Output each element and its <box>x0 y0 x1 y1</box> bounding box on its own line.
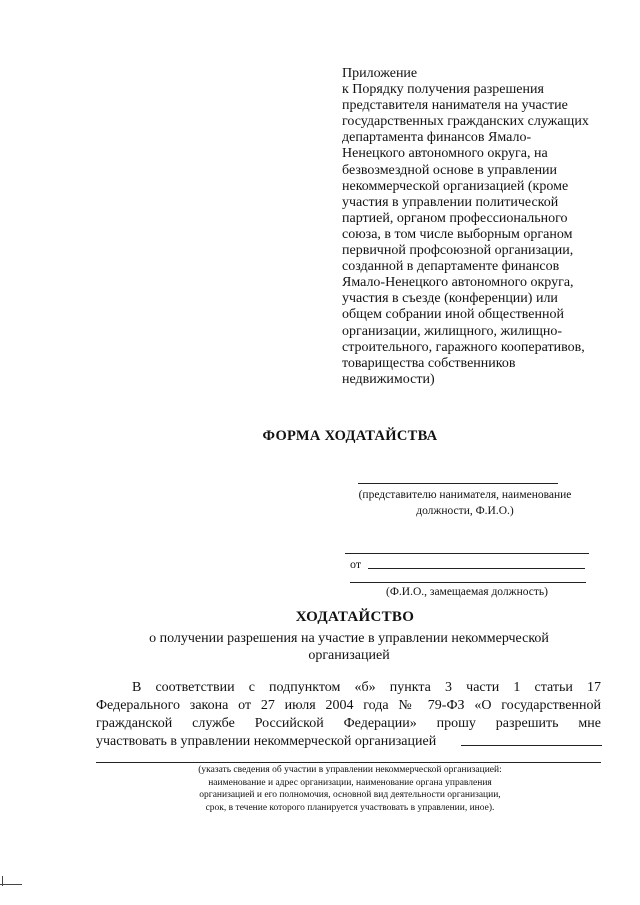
sender-field-line-1[interactable] <box>345 553 589 554</box>
appendix-line: партией, органом профессионального <box>342 210 568 226</box>
recipient-caption-line: (представителю нанимателя, наименование <box>358 489 572 501</box>
details-note-line: организацией и его полномочия, основной вид деятельности организации, <box>199 790 501 801</box>
appendix-line: Приложение <box>342 66 418 81</box>
petition-body-line: гражданской службе Российской Федерации» прошу разрешить мне <box>96 716 601 731</box>
sender-caption: (Ф.И.О., замещаемая должность) <box>386 586 548 598</box>
appendix-line: товарищества собственников <box>342 355 516 371</box>
details-note-line: (указать сведения об участии в управлении некоммерческой организацией: <box>198 765 502 775</box>
appendix-line: безвозмездной основе в управлении <box>342 162 558 178</box>
appendix-line: к Порядку получения разрешения <box>342 82 544 98</box>
recipient-caption-line: должности, Ф.И.О.) <box>416 505 514 517</box>
details-field-line[interactable] <box>96 762 601 763</box>
appendix-line: департамента финансов Ямало- <box>342 130 532 146</box>
appendix-block <box>342 66 612 388</box>
appendix-line: союза, в том числе выборным органом <box>342 226 573 242</box>
petition-body-line: В соответствии с подпунктом «б» пункта 3 части 1 статьи 17 <box>132 680 601 695</box>
petition-body <box>96 679 601 751</box>
recipient-field-line[interactable] <box>358 483 558 484</box>
appendix-line: общем собрании иной общественной <box>342 307 564 323</box>
appendix-line: первичной профсоюзной организации, <box>342 243 574 259</box>
details-note-line: наименование и адрес организации, наименование органа управления <box>208 777 492 788</box>
petition-body-line: Федерального закона от 27 июля 2004 года № 79-ФЗ «О государственной <box>96 698 601 713</box>
appendix-line: Ямало-Ненецкого автономного округа, <box>342 275 574 291</box>
petition-subtitle-line: организацией <box>308 648 390 663</box>
appendix-line: некоммерческой организацией (кроме <box>342 178 569 194</box>
petition-subtitle-line: о получении разрешения на участие в управлении некоммерческой <box>149 631 549 646</box>
details-note-line: срок, в течение которого планируется участвовать в управлении, иное). <box>205 802 495 813</box>
recipient-caption <box>340 487 590 519</box>
petition-title: ХОДАТАЙСТВО <box>295 609 415 625</box>
margin-mark <box>0 884 22 885</box>
appendix-line: организации, жилищного, жилищно- <box>342 323 563 339</box>
appendix-line: участия в управлении политической <box>342 194 559 210</box>
appendix-line: Ненецкого автономного округа, на <box>342 146 548 162</box>
appendix-line: участия в съезде (конференции) или <box>342 291 558 307</box>
organization-field-line[interactable] <box>461 745 602 746</box>
from-label: от <box>350 557 362 571</box>
petition-subtitle <box>0 630 640 664</box>
appendix-line: недвижимости) <box>342 371 435 387</box>
appendix-line: созданной в департаменте финансов <box>342 259 560 275</box>
sender-field-line-3[interactable] <box>350 582 586 583</box>
form-title: ФОРМА ХОДАТАЙСТВА <box>262 428 438 444</box>
petition-body-line: участвовать в управлении некоммерческой организацией <box>96 734 437 749</box>
appendix-line: строительного, гаражного кооперативов, <box>342 339 585 355</box>
sender-field-line-2[interactable] <box>368 568 585 569</box>
appendix-line: государственных гражданских служащих <box>342 114 589 130</box>
details-note <box>160 764 540 814</box>
appendix-line: представителя нанимателя на участие <box>342 98 568 114</box>
